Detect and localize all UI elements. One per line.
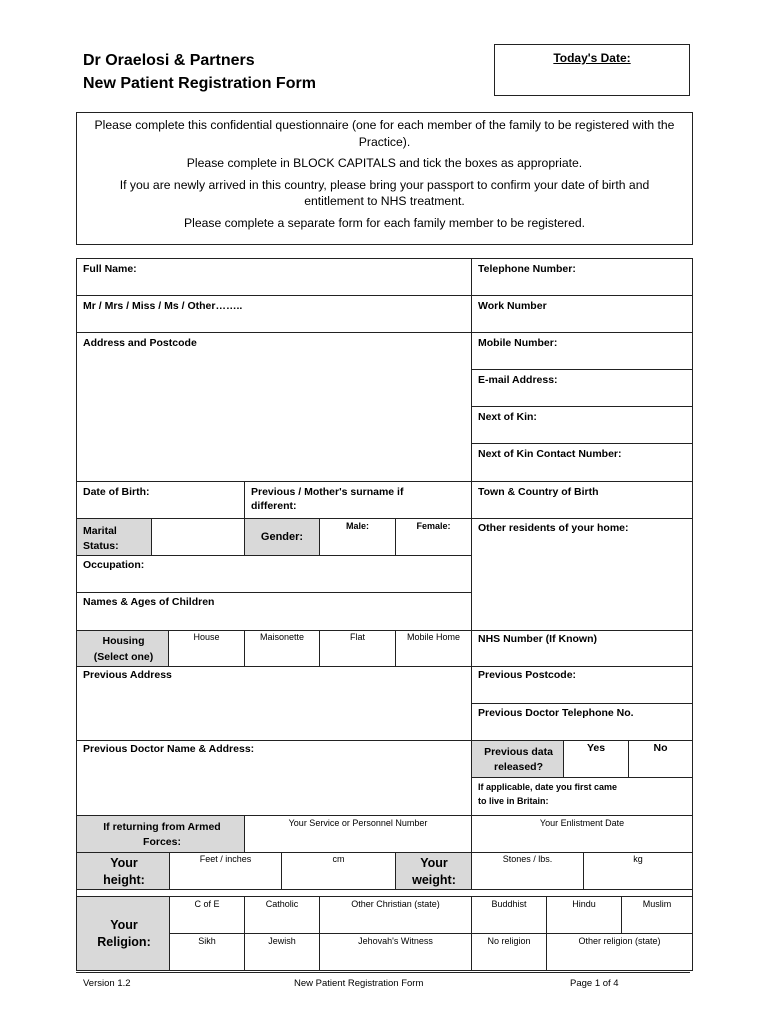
work-number-field[interactable] (471, 295, 693, 333)
religion-other-christian[interactable] (319, 896, 472, 934)
enlistment-field[interactable] (471, 815, 693, 853)
children-field[interactable] (76, 592, 472, 631)
other-residents-field[interactable] (471, 518, 693, 631)
stones-field[interactable] (471, 852, 584, 890)
prev-address-field[interactable] (76, 666, 472, 741)
occupation-label: Occupation: (83, 559, 145, 571)
religion-sikh[interactable] (169, 933, 245, 971)
kg-field[interactable] (583, 852, 693, 890)
prev-doctor-field[interactable] (76, 740, 472, 816)
intro-line-1: Please complete this confidential questionnaire (one for each member of the family to be registered with the Practice). (94, 118, 675, 149)
height-label: Your height: (103, 856, 145, 887)
date-britain-field[interactable] (471, 777, 693, 816)
practice-name: Dr Oraelosi & Partners (83, 52, 255, 69)
religion-other[interactable] (546, 933, 693, 971)
next-of-kin-contact-label: Next of Kin Contact Number: (478, 448, 622, 460)
prev-doctor-tel-label: Previous Doctor Telephone No. (478, 707, 634, 719)
yes-label: Yes (586, 742, 606, 754)
house-option[interactable] (168, 630, 245, 667)
todays-date-box[interactable] (494, 44, 690, 96)
religion-cofe[interactable] (169, 896, 245, 934)
full-name-label: Full Name: (83, 263, 137, 275)
footer-page: Page 1 of 4 (570, 978, 619, 989)
jehovah-label: Jehovah's Witness (358, 936, 433, 946)
armed-forces-label: If returning from Armed Forces: (103, 821, 221, 848)
marital-status-input[interactable] (151, 518, 245, 556)
maisonette-option[interactable] (244, 630, 320, 667)
occupation-field[interactable] (76, 555, 472, 593)
footer-version: Version 1.2 (83, 978, 131, 989)
religion-jewish[interactable] (244, 933, 320, 971)
nhs-number-field[interactable] (471, 630, 693, 667)
todays-date-label: Today's Date: (553, 51, 631, 65)
religion-label: Your Religion: (97, 918, 151, 949)
next-of-kin-label: Next of Kin: (478, 411, 537, 423)
catholic-label: Catholic (265, 899, 299, 909)
housing-cell (76, 630, 169, 667)
kg-label: kg (633, 854, 643, 864)
marital-status-cell (76, 518, 152, 556)
intro-line-3: If you are newly arrived in this country, please bring your passport to confirm your date of birth and entitlement to NHS treatment. (119, 177, 650, 208)
form-title: New Patient Registration Form (83, 75, 316, 92)
armed-forces-cell (76, 815, 245, 853)
prev-data-cell (471, 740, 564, 778)
dob-field[interactable] (76, 481, 245, 519)
footer-form-name: New Patient Registration Form (294, 978, 424, 989)
male-checkbox[interactable] (319, 518, 396, 556)
town-country-field[interactable] (471, 481, 693, 519)
children-label: Names & Ages of Children (83, 596, 215, 608)
cm-field[interactable] (281, 852, 396, 890)
height-cell (76, 852, 170, 890)
buddhist-label: Buddhist (491, 899, 527, 909)
religion-buddhist[interactable] (471, 896, 547, 934)
town-country-label: Town & Country of Birth (478, 486, 599, 498)
prev-postcode-label: Previous Postcode: (478, 669, 577, 681)
other-residents-label: Other residents of your home: (478, 522, 629, 534)
other-christian-label: Other Christian (state) (351, 899, 440, 909)
jewish-label: Jewish (268, 936, 296, 946)
title-label: Mr / Mrs / Miss / Ms / Other…….. (83, 300, 243, 312)
prev-doctor-tel-field[interactable] (471, 703, 693, 741)
female-checkbox[interactable] (395, 518, 472, 556)
prev-data-yes[interactable] (563, 740, 629, 778)
work-number-label: Work Number (478, 300, 547, 312)
intro-line-2: Please complete in BLOCK CAPITALS and tick the boxes as appropriate. (186, 156, 583, 170)
title-field[interactable] (76, 295, 472, 333)
address-field[interactable] (76, 332, 472, 482)
intro-line-4: Please complete a separate form for each family member to be registered. (183, 215, 586, 230)
male-label: Male: (345, 521, 369, 531)
stones-label: Stones / lbs. (502, 854, 553, 864)
nhs-number-label: NHS Number (If Known) (478, 633, 597, 645)
hindu-label: Hindu (572, 899, 596, 909)
muslim-label: Muslim (642, 899, 672, 909)
house-label: House (193, 632, 220, 642)
dob-label: Date of Birth: (83, 486, 150, 498)
gender-label: Gender: (260, 531, 304, 543)
prev-surname-field[interactable] (244, 481, 472, 519)
flat-label: Flat (349, 632, 365, 642)
weight-cell (395, 852, 472, 890)
sikh-label: Sikh (198, 936, 216, 946)
cofe-label: C of E (194, 899, 220, 909)
next-of-kin-field[interactable] (471, 406, 693, 444)
weight-label: Your weight: (412, 856, 456, 887)
email-label: E-mail Address: (478, 374, 558, 386)
email-field[interactable] (471, 369, 693, 407)
maisonette-label: Maisonette (259, 632, 305, 642)
religion-hindu[interactable] (546, 896, 622, 934)
mobile-home-label: Mobile Home (406, 632, 461, 642)
religion-cell (76, 896, 170, 971)
full-name-field[interactable] (76, 258, 472, 296)
telephone-field[interactable] (471, 258, 693, 296)
female-label: Female: (416, 521, 451, 531)
religion-none[interactable] (471, 933, 547, 971)
other-religion-label: Other religion (state) (578, 936, 661, 946)
mobile-home-option[interactable] (395, 630, 472, 667)
prev-doctor-label: Previous Doctor Name & Address: (83, 743, 255, 755)
footer-rule (76, 972, 690, 973)
no-religion-label: No religion (487, 936, 531, 946)
service-number-field[interactable] (244, 815, 472, 853)
prev-data-label: Previous data released? (484, 746, 553, 773)
housing-label: Housing (Select one) (93, 635, 154, 663)
gender-cell (244, 518, 320, 556)
religion-jehovah[interactable] (319, 933, 472, 971)
cm-label: cm (332, 854, 345, 864)
prev-surname-label: Previous / Mother's surname if different: (251, 486, 404, 512)
no-label: No (653, 742, 668, 754)
religion-catholic[interactable] (244, 896, 320, 934)
mobile-field[interactable] (471, 332, 693, 370)
telephone-label: Telephone Number: (478, 263, 576, 275)
prev-data-no[interactable] (628, 740, 693, 778)
next-of-kin-contact-field[interactable] (471, 443, 693, 482)
marital-status-label: Marital Status: (83, 525, 119, 552)
feet-inches-field[interactable] (169, 852, 282, 890)
flat-option[interactable] (319, 630, 396, 667)
address-label: Address and Postcode (83, 337, 197, 349)
religion-muslim[interactable] (621, 896, 693, 934)
mobile-label: Mobile Number: (478, 337, 558, 349)
feet-inches-label: Feet / inches (199, 854, 252, 864)
enlistment-label: Your Enlistment Date (539, 818, 625, 828)
prev-address-label: Previous Address (83, 669, 172, 681)
intro-box (76, 112, 693, 245)
date-britain-label: If applicable, date you first came to live in Britain: (478, 782, 618, 806)
prev-postcode-field[interactable] (471, 666, 693, 704)
service-number-label: Your Service or Personnel Number (288, 818, 428, 828)
